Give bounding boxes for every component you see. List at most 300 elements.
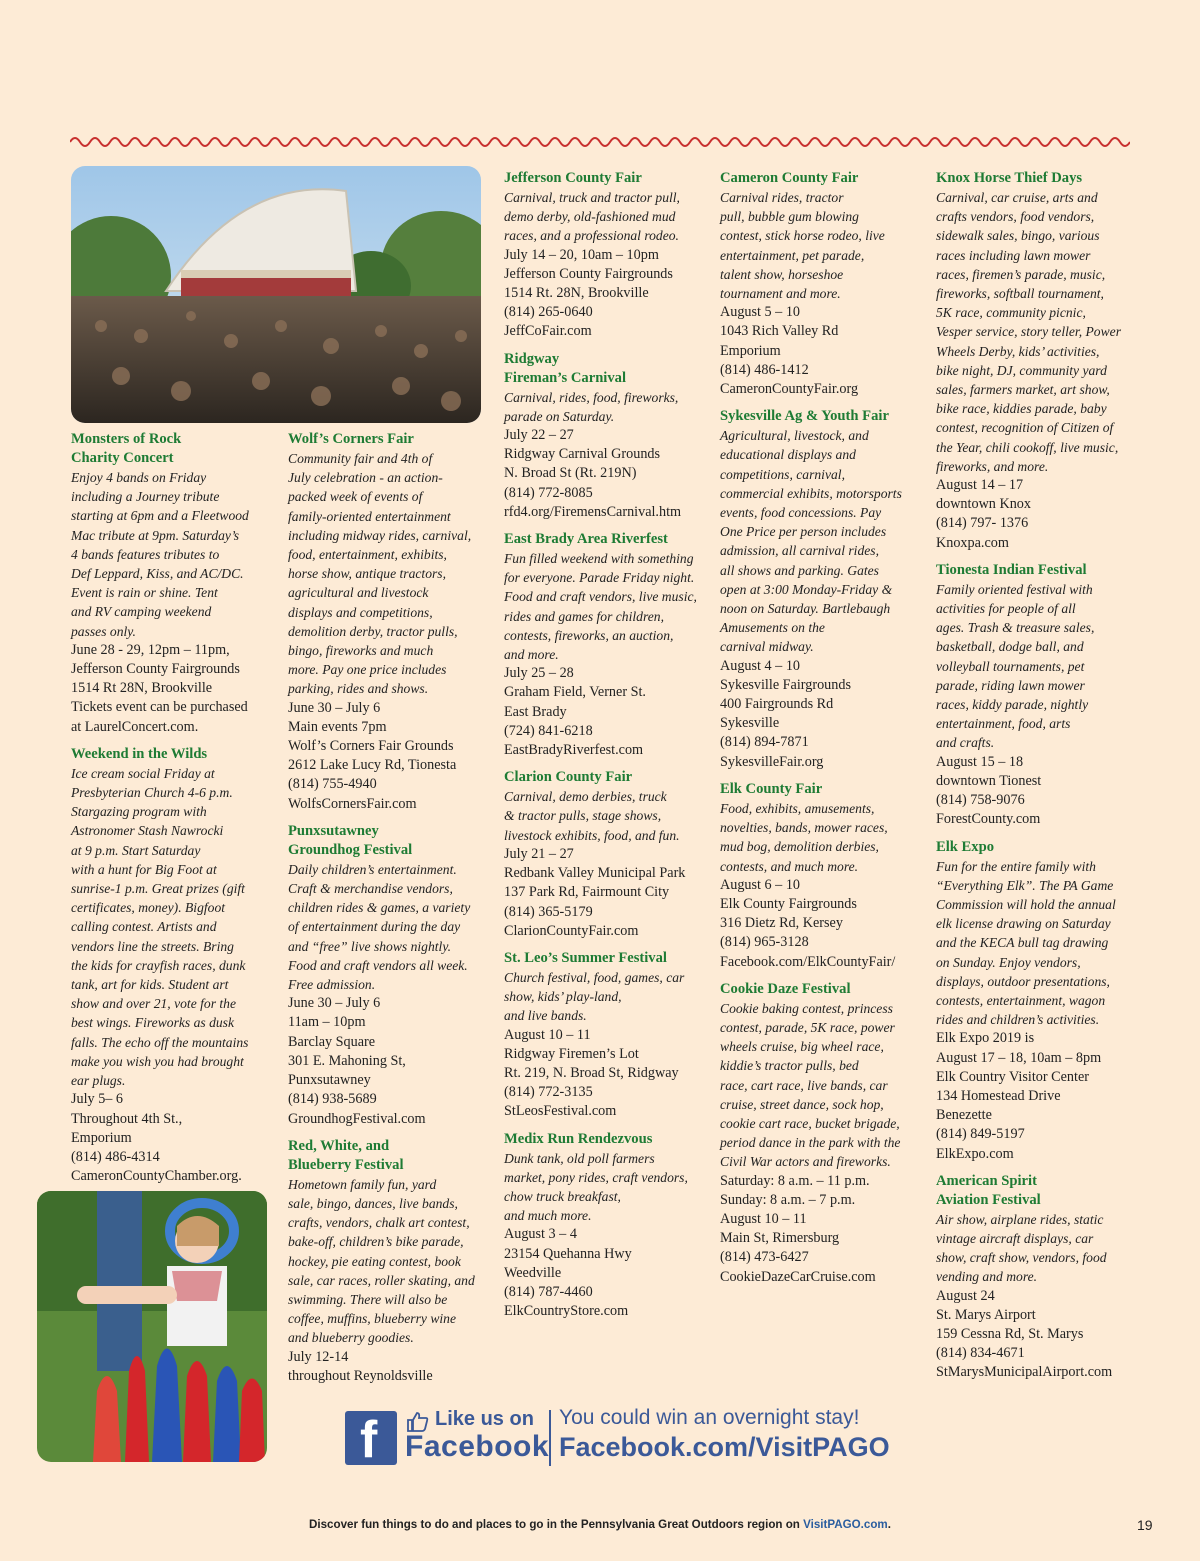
- event-description: kiddie’s tractor pulls, bed: [720, 1058, 859, 1074]
- event-detail: N. Broad St (Rt. 219N): [504, 465, 637, 482]
- event-description: fireworks, and more.: [936, 458, 1049, 474]
- event-detail: (814) 965-3128: [720, 934, 809, 951]
- event-detail: Barclay Square: [288, 1033, 376, 1050]
- event-description: races including lawn mower: [936, 247, 1091, 263]
- event-description: Vesper service, story teller, Power: [936, 324, 1121, 340]
- event-detail: Throughout 4th St.,: [71, 1110, 183, 1127]
- event-listing: [720, 169, 930, 399]
- event-detail: 1514 Rt 28N, Brookville: [71, 680, 213, 697]
- event-detail: 1043 Rich Valley Rd: [720, 323, 839, 340]
- event-description: and RV camping weekend: [71, 604, 212, 620]
- event-description: displays, outdoor presentations,: [936, 973, 1110, 989]
- event-description: Carnival, rides, food, fireworks,: [504, 389, 679, 405]
- event-description: and live bands.: [504, 1008, 587, 1024]
- event-website-link[interactable]: JeffCoFair.com: [504, 323, 592, 340]
- event-detail: 137 Park Rd, Fairmount City: [504, 884, 670, 901]
- event-description: race, cart race, live bands, car: [720, 1077, 888, 1093]
- event-detail: Main events 7pm: [288, 718, 387, 735]
- event-description: Carnival rides, tractor: [720, 190, 844, 205]
- ring-toss-photo: [37, 1191, 267, 1462]
- event-website-link[interactable]: CameronCountyFair.org: [720, 381, 859, 398]
- event-description: contests, entertainment, wagon: [936, 992, 1106, 1008]
- event-description: Def Leppard, Kiss, and AC/DC.: [71, 566, 244, 582]
- event-website-link[interactable]: ClarionCountyFair.com: [504, 922, 639, 939]
- event-description: Carnival, truck and tractor pull,: [504, 190, 680, 205]
- facebook-logo-icon: f: [345, 1411, 397, 1465]
- event-detail: August 17 – 18, 10am – 8pm: [936, 1049, 1102, 1066]
- event-description: crafts vendors, food vendors,: [936, 209, 1095, 225]
- event-detail: July 22 – 27: [504, 427, 574, 444]
- event-detail: (814) 797- 1376: [936, 515, 1029, 532]
- event-detail: (814) 834-4671: [936, 1345, 1025, 1362]
- event-detail: 2612 Lake Lucy Rd, Tionesta: [288, 757, 457, 774]
- event-detail: 400 Fairgrounds Rd: [720, 696, 834, 713]
- event-detail: downtown Tionest: [936, 772, 1042, 789]
- page-number: 19: [1137, 1517, 1153, 1533]
- event-description: races, and a professional rodeo.: [504, 228, 679, 244]
- event-detail: (814) 758-9076: [936, 792, 1025, 809]
- event-listing: [504, 768, 714, 941]
- event-detail: at LaurelConcert.com.: [71, 718, 199, 735]
- event-description: pull, bubble gum blowing: [720, 209, 859, 225]
- event-description: period dance in the park with the: [720, 1135, 901, 1151]
- event-detail: Saturday: 8 a.m. – 11 p.m.: [720, 1172, 870, 1189]
- event-detail: August 10 – 11: [504, 1026, 591, 1043]
- event-description: the kids for crayfish races, dunk: [71, 957, 246, 973]
- event-title: Ridgway: [504, 350, 560, 367]
- event-title: American Spirit: [936, 1172, 1037, 1189]
- event-description: races, firemen’s parade, music,: [936, 266, 1106, 282]
- event-description: and blueberry goodies.: [288, 1330, 414, 1346]
- event-description: horse show, antique tractors,: [288, 566, 446, 582]
- event-title: Charity Concert: [71, 450, 174, 466]
- event-description: Food and craft vendors all week.: [288, 957, 468, 973]
- event-description: Civil War actors and fireworks.: [720, 1154, 891, 1170]
- event-detail: Main St, Rimersburg: [720, 1230, 840, 1247]
- event-detail: 134 Homestead Drive: [936, 1087, 1061, 1104]
- event-detail: July 25 – 28: [504, 665, 574, 682]
- event-description: coffee, muffins, blueberry wine: [288, 1311, 456, 1327]
- event-description: contest, recognition of Citizen of: [936, 420, 1114, 436]
- event-website-link[interactable]: rfd4.org/FiremensCarnival.htm: [504, 503, 682, 520]
- event-detail: (814) 787-4460: [504, 1283, 593, 1300]
- event-title: East Brady Area Riverfest: [504, 531, 668, 548]
- event-description: passes only.: [71, 623, 136, 639]
- event-detail: throughout Reynoldsville: [288, 1367, 433, 1384]
- event-detail: 23154 Quehanna Hwy: [504, 1245, 632, 1262]
- event-website-link[interactable]: CookieDazeCarCruise.com: [720, 1268, 876, 1285]
- event-detail: (814) 894-7871: [720, 734, 809, 751]
- event-description: Fun filled weekend with something: [504, 551, 694, 567]
- event-description: contests, and much more.: [720, 858, 859, 874]
- event-description: races, kiddy parade, nightly: [936, 697, 1089, 713]
- event-detail: July 12-14: [288, 1348, 349, 1365]
- event-description: for everyone. Parade Friday night.: [504, 570, 695, 586]
- event-detail: Benezette: [936, 1107, 992, 1124]
- event-description: starting at 6pm and a Fleetwood: [71, 508, 249, 524]
- event-detail: (814) 365-5179: [504, 903, 593, 920]
- event-detail: Sunday: 8 a.m. – 7 p.m.: [720, 1191, 856, 1208]
- event-description: “Everything Elk”. The PA Game: [936, 877, 1114, 893]
- event-description: Carnival, demo derbies, truck: [504, 789, 667, 805]
- event-description: & tractor pulls, stage shows,: [504, 808, 662, 824]
- event-description: Free admission.: [288, 977, 376, 993]
- event-description: admission, all carnival rides,: [720, 543, 879, 559]
- event-description: Community fair and 4th of: [288, 451, 433, 466]
- event-detail: Emporium: [720, 342, 781, 359]
- event-description: Mac tribute at 9pm. Saturday’s: [71, 527, 240, 543]
- event-title: Medix Run Rendezvous: [504, 1130, 653, 1147]
- facebook-banner[interactable]: [345, 1406, 890, 1470]
- event-description: Craft & merchandise vendors,: [288, 881, 453, 897]
- footer-text: Discover fun things to do and places to go in the Pennsylvania Great Outdoors region on VisitPAGO.com.: [309, 1518, 891, 1531]
- event-description: bike race, kiddies parade, baby: [936, 401, 1107, 417]
- event-description: Enjoy 4 bands on Friday: [71, 470, 207, 485]
- event-description: contest, stick horse rodeo, live: [720, 228, 885, 244]
- event-listing: [504, 350, 714, 522]
- event-detail: Redbank Valley Municipal Park: [504, 865, 686, 882]
- event-title: Cookie Daze Festival: [720, 980, 851, 997]
- event-website-link[interactable]: ForestCounty.com: [936, 811, 1041, 828]
- event-detail: Jefferson County Fairgrounds: [504, 265, 673, 282]
- event-website-link[interactable]: StLeosFestival.com: [504, 1103, 617, 1120]
- event-description: Fun for the entire family with: [936, 858, 1096, 874]
- event-detail: June 30 – July 6: [288, 995, 381, 1012]
- event-listing: [504, 1130, 714, 1322]
- event-description: fireworks, softball tournament,: [936, 286, 1104, 302]
- event-description: and much more.: [504, 1208, 592, 1224]
- facebook-wordmark: Facebook: [405, 1430, 550, 1463]
- event-website-link[interactable]: CameronCountyChamber.org.: [71, 1168, 242, 1185]
- event-detail: (814) 849-5197: [936, 1126, 1025, 1143]
- event-description: entertainment, pet parade,: [720, 247, 865, 263]
- event-description: demolition derby, tractor pulls,: [288, 623, 458, 639]
- event-listing: [288, 822, 498, 1129]
- event-detail: 316 Dietz Rd, Kersey: [720, 915, 843, 932]
- event-description: displays and competitions,: [288, 604, 433, 620]
- event-title: Sykesville Ag & Youth Fair: [720, 408, 889, 425]
- event-description: Food and craft vendors, live music,: [504, 589, 697, 605]
- events-column-2: [288, 430, 498, 1394]
- event-description: mud bog, demolition derbies,: [720, 839, 879, 855]
- event-description: make you wish you had brought: [71, 1053, 244, 1069]
- event-description: chow truck breakfast,: [504, 1188, 621, 1204]
- event-description: Air show, airplane rides, static: [936, 1211, 1104, 1227]
- event-description: bingo, fireworks and much: [288, 643, 434, 659]
- event-listing: [720, 780, 930, 972]
- event-description: rides and games for children,: [504, 608, 664, 624]
- event-title: Cameron County Fair: [720, 170, 859, 186]
- event-title: Red, White, and: [288, 1137, 390, 1154]
- event-website-link[interactable]: Knoxpa.com: [936, 534, 1009, 551]
- event-description: Presbyterian Church 4-6 p.m.: [71, 785, 233, 801]
- event-description: 4 bands features tributes to: [71, 546, 220, 562]
- event-description: noon on Saturday. Bartlebaugh: [720, 601, 891, 617]
- event-description: and the KECA bull tag drawing: [936, 935, 1109, 951]
- event-description: vendors line the streets. Bring: [71, 938, 234, 954]
- event-description: contest, parade, 5K race, power: [720, 1019, 895, 1035]
- event-description: contests, fireworks, an auction,: [504, 627, 674, 643]
- thumbs-up-icon: [407, 1412, 429, 1432]
- event-description: livestock exhibits, food, and fun.: [504, 827, 680, 843]
- event-detail: 301 E. Mahoning St,: [288, 1052, 406, 1069]
- event-description: Amusements on the: [720, 620, 825, 636]
- event-description: sunrise-1 p.m. Great prizes (gift: [71, 881, 245, 897]
- event-description: elk license drawing on Saturday: [936, 916, 1111, 932]
- event-description: calling contest. Artists and: [71, 919, 217, 935]
- event-listing: [288, 1137, 498, 1386]
- event-description: tournament and more.: [720, 286, 841, 302]
- event-description: parade, riding lawn mower: [936, 677, 1085, 693]
- event-detail: St. Marys Airport: [936, 1306, 1036, 1323]
- event-website-link[interactable]: StMarysMunicipalAirport.com: [936, 1364, 1113, 1381]
- event-detail: June 30 – July 6: [288, 699, 381, 716]
- event-description: One Price per person includes: [720, 524, 887, 540]
- event-detail: downtown Knox: [936, 496, 1031, 513]
- event-description: carnival midway.: [720, 639, 814, 655]
- event-description: Agricultural, livestock, and: [720, 428, 869, 444]
- event-description: best wings. Fireworks as dusk: [71, 1015, 234, 1031]
- event-detail: August 3 – 4: [504, 1226, 577, 1243]
- event-description: parade on Saturday.: [504, 408, 615, 424]
- event-detail: August 6 – 10: [720, 876, 801, 893]
- event-description: certificates, money). Bigfoot: [71, 900, 226, 916]
- event-listing: [504, 949, 714, 1122]
- event-detail: Ridgway Carnival Grounds: [504, 446, 661, 463]
- event-description: entertainment, food, arts: [936, 716, 1071, 732]
- event-description: ear plugs.: [71, 1073, 126, 1089]
- event-description: agricultural and livestock: [288, 585, 429, 601]
- event-description: Ice cream social Friday at: [71, 765, 215, 781]
- event-website-link[interactable]: Facebook.com/ElkCountyFair/: [720, 953, 896, 970]
- like-us-label: Like us on: [435, 1408, 534, 1430]
- event-listing: [720, 407, 930, 772]
- event-listing: [288, 430, 498, 814]
- event-description: Cookie baking contest, princess: [720, 1000, 893, 1016]
- event-description: including a Journey tribute: [71, 489, 220, 505]
- event-description: crafts, vendors, chalk art contest,: [288, 1215, 470, 1231]
- event-description: show and over 21, vote for the: [71, 996, 236, 1012]
- event-detail: Weedville: [504, 1264, 562, 1281]
- event-title: Aviation Festival: [936, 1191, 1041, 1208]
- event-description: and “free” live shows nightly.: [288, 938, 451, 954]
- event-detail: 159 Cessna Rd, St. Marys: [936, 1325, 1084, 1342]
- event-detail: June 28 - 29, 12pm – 11pm,: [71, 641, 230, 658]
- event-description: at 9 p.m. Start Saturday: [71, 842, 201, 858]
- events-column-3: [504, 169, 714, 1329]
- event-detail: Sykesville: [720, 715, 780, 732]
- event-description: wheels cruise, big wheel race,: [720, 1039, 884, 1055]
- event-description: demo derby, old-fashioned mud: [504, 209, 676, 225]
- event-description: falls. The echo off the mountains: [71, 1034, 249, 1050]
- event-description: Event is rain or shine. Tent: [71, 585, 218, 601]
- event-description: on Sunday. Enjoy vendors,: [936, 954, 1081, 970]
- event-description: packed week of events of: [288, 489, 423, 505]
- event-listing: [71, 430, 281, 737]
- event-detail: (814) 473-6427: [720, 1249, 809, 1266]
- win-stay-text: You could win an overnight stay!: [559, 1406, 860, 1429]
- event-detail: August 10 – 11: [720, 1210, 807, 1227]
- event-description: sale, car races, roller skating, and: [288, 1272, 475, 1288]
- event-description: vintage aircraft displays, car: [936, 1230, 1094, 1246]
- event-description: open at 3:00 Monday-Friday &: [720, 581, 893, 597]
- event-description: talent show, horseshoe: [720, 266, 844, 282]
- event-title: Knox Horse Thief Days: [936, 170, 1083, 186]
- concert-photo: [71, 166, 481, 423]
- event-title: Tionesta Indian Festival: [936, 561, 1087, 578]
- event-detail: Elk Expo 2019 is: [936, 1030, 1035, 1047]
- event-description: tank, art for kids. Student art: [71, 977, 229, 993]
- event-description: Hometown family fun, yard: [288, 1176, 437, 1192]
- event-title: Monsters of Rock: [71, 431, 182, 447]
- event-description: educational displays and: [720, 447, 856, 463]
- event-description: market, pony rides, craft vendors,: [504, 1169, 688, 1185]
- event-description: ages. Trash & treasure sales,: [936, 620, 1095, 636]
- event-detail: Tickets event can be purchased: [71, 699, 248, 716]
- event-detail: Ridgway Firemen’s Lot: [504, 1045, 639, 1062]
- event-listing: [504, 169, 714, 342]
- event-description: Daily children’s entertainment.: [288, 861, 457, 877]
- event-detail: Sykesville Fairgrounds: [720, 676, 851, 693]
- event-description: sale, bingo, dances, live bands,: [288, 1195, 458, 1211]
- event-description: sales, farmers market, art show,: [936, 382, 1110, 398]
- event-description: show, kids’ play-land,: [504, 989, 622, 1005]
- event-description: including midway rides, carnival,: [288, 527, 472, 543]
- event-title: Fireman’s Carnival: [504, 369, 627, 386]
- event-detail: July 21 – 27: [504, 845, 574, 862]
- event-detail: Emporium: [71, 1129, 132, 1146]
- event-description: sidewalk sales, bingo, various: [936, 228, 1100, 244]
- event-detail: 1514 Rt. 28N, Brookville: [504, 285, 649, 302]
- event-description: activities for people of all: [936, 601, 1076, 617]
- event-description: July celebration - an action-: [288, 470, 443, 486]
- event-detail: (814) 486-1412: [720, 361, 809, 378]
- event-website-link[interactable]: EastBradyRiverfest.com: [504, 742, 644, 759]
- event-description: 5K race, community picnic,: [936, 305, 1086, 321]
- event-detail: July 5– 6: [71, 1091, 124, 1108]
- event-description: show, craft show, vendors, food: [936, 1250, 1107, 1266]
- event-description: Carnival, car cruise, arts and: [936, 190, 1098, 205]
- event-title: St. Leo’s Summer Festival: [504, 949, 667, 966]
- event-title: Punxsutawney: [288, 822, 379, 839]
- event-detail: (814) 486-4314: [71, 1148, 160, 1165]
- event-detail: (724) 841-6218: [504, 722, 593, 739]
- event-description: of entertainment during the day: [288, 919, 461, 935]
- event-title: Jefferson County Fair: [504, 170, 642, 186]
- event-website-link[interactable]: ElkCountryStore.com: [504, 1303, 629, 1320]
- event-listing: [936, 561, 1151, 830]
- event-description: vending and more.: [936, 1269, 1038, 1285]
- event-title: Elk Expo: [936, 838, 994, 855]
- event-description: novelties, bands, mower races,: [720, 820, 888, 836]
- event-detail: July 14 – 20, 10am – 10pm: [504, 246, 659, 263]
- event-description: parking, rides and shows.: [288, 681, 429, 697]
- event-detail: August 14 – 17: [936, 477, 1024, 494]
- event-website-link[interactable]: GroundhogFestival.com: [288, 1110, 426, 1127]
- event-listing: [504, 530, 714, 760]
- event-listing: [936, 169, 1151, 553]
- event-detail: August 15 – 18: [936, 753, 1024, 770]
- event-title: Groundhog Festival: [288, 841, 413, 858]
- events-column-4: [720, 169, 930, 1295]
- event-description: events, food concessions. Pay: [720, 505, 882, 521]
- event-detail: August 4 – 10: [720, 657, 801, 674]
- event-description: Wheels Derby, kids’ activities,: [936, 343, 1100, 359]
- event-detail: (814) 772-8085: [504, 484, 593, 501]
- event-description: basketball, dodge ball, and: [936, 639, 1084, 655]
- event-description: Family oriented festival with: [936, 581, 1093, 597]
- event-listing: [936, 1172, 1151, 1383]
- event-description: and crafts.: [936, 735, 995, 751]
- event-detail: August 24: [936, 1287, 995, 1304]
- event-title: Weekend in the Wilds: [71, 745, 208, 762]
- event-detail: (814) 772-3135: [504, 1084, 593, 1101]
- banner-divider: [549, 1410, 551, 1466]
- event-description: competitions, carnival,: [720, 466, 845, 482]
- events-column-1: [71, 430, 281, 1194]
- event-detail: Elk County Fairgrounds: [720, 895, 857, 912]
- event-description: the Year, chili cookoff, live music,: [936, 439, 1119, 455]
- event-listing: [720, 980, 930, 1287]
- visitpago-link[interactable]: VisitPAGO.com: [803, 1518, 888, 1531]
- event-detail: (814) 938-5689: [288, 1091, 377, 1108]
- event-description: all shows and parking. Gates: [720, 562, 879, 578]
- event-description: rides and children’s activities.: [936, 1012, 1100, 1028]
- event-description: Church festival, food, games, car: [504, 969, 685, 985]
- event-description: more. Pay one price includes: [288, 662, 447, 678]
- event-description: cruise, street dance, sock hop,: [720, 1096, 884, 1112]
- event-title: Wolf’s Corners Fair: [288, 431, 414, 447]
- event-detail: Punxsutawney: [288, 1072, 371, 1089]
- event-description: children rides & games, a variety: [288, 900, 471, 916]
- wavy-divider: [70, 132, 1130, 152]
- event-detail: Elk Country Visitor Center: [936, 1068, 1089, 1085]
- event-website-link[interactable]: SykesvilleFair.org: [720, 753, 824, 770]
- facebook-url-link[interactable]: Facebook.com/VisitPAGO: [559, 1432, 890, 1462]
- event-description: and more.: [504, 647, 559, 663]
- event-description: hockey, pie eating contest, book: [288, 1253, 461, 1269]
- event-description: Food, exhibits, amusements,: [720, 800, 875, 816]
- event-detail: Graham Field, Verner St.: [504, 684, 646, 701]
- event-description: food, entertainment, exhibits,: [288, 547, 447, 563]
- event-title: Blueberry Festival: [288, 1156, 404, 1173]
- event-detail: Jefferson County Fairgrounds: [71, 661, 240, 678]
- event-description: bake-off, children’s bike parade,: [288, 1234, 464, 1250]
- event-description: Dunk tank, old poll farmers: [504, 1150, 655, 1166]
- event-description: swimming. There will also be: [288, 1291, 448, 1307]
- event-listing: [71, 745, 281, 1186]
- event-detail: 11am – 10pm: [288, 1014, 366, 1031]
- event-description: Astronomer Stash Nawrocki: [71, 823, 224, 839]
- event-detail: (814) 755-4940: [288, 776, 377, 793]
- event-title: Elk County Fair: [720, 780, 823, 797]
- event-listing: [936, 838, 1151, 1164]
- event-title: Clarion County Fair: [504, 769, 633, 786]
- event-description: cookie cart race, bucket brigade,: [720, 1115, 900, 1131]
- event-description: with a hunt for Big Foot at: [71, 861, 217, 877]
- event-description: family-oriented entertainment: [288, 508, 451, 524]
- event-description: Stargazing program with: [71, 804, 207, 820]
- event-detail: Rt. 219, N. Broad St, Ridgway: [504, 1064, 679, 1081]
- event-website-link[interactable]: ElkExpo.com: [936, 1145, 1014, 1162]
- event-description: bike night, DJ, community yard: [936, 362, 1107, 378]
- event-detail: Wolf’s Corners Fair Grounds: [288, 738, 454, 755]
- events-column-5: [936, 169, 1151, 1391]
- event-detail: August 5 – 10: [720, 304, 801, 321]
- event-website-link[interactable]: WolfsCornersFair.com: [288, 795, 417, 812]
- event-description: volleyball tournaments, pet: [936, 658, 1085, 674]
- event-description: Commission will hold the annual: [936, 896, 1116, 912]
